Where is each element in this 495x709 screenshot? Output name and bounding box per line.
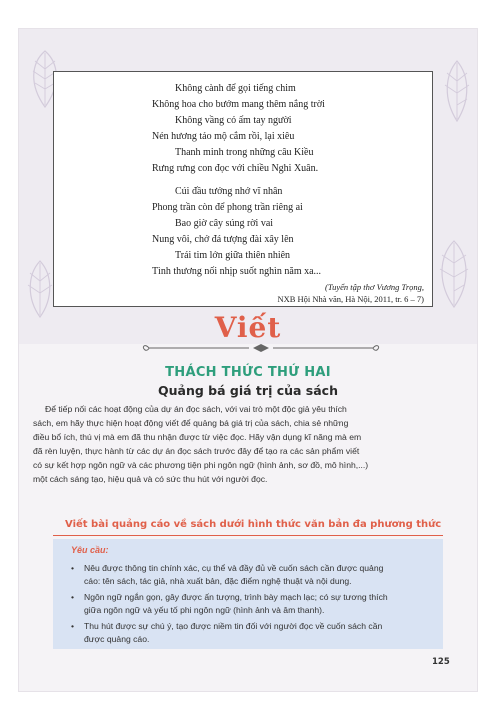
page-number: 125: [432, 657, 450, 667]
ornament-divider-icon: [141, 341, 381, 355]
section-subtitle: THÁCH THỨC THỨ HAI: [165, 365, 331, 380]
paragraph-line: sách, em hãy thực hiện hoạt động viết để quảng bá giá trị của sách, chia sẻ những: [33, 417, 349, 428]
paragraph-line: Để tiếp nối các hoạt động của dự án đọc sách, với vai trò một độc giả yêu thích: [45, 404, 347, 414]
leaf-decoration-icon: [23, 259, 57, 319]
section-heading: Quảng bá giá trị của sách: [158, 383, 338, 398]
poem-excerpt-box: [53, 71, 433, 307]
poem-source-publisher: NXB Hội Nhà văn, Hà Nội, 2011, tr. 6 – 7): [277, 294, 424, 304]
poem-line: Tình thương nối nhịp suốt nghìn năm xa...: [152, 266, 322, 277]
poem-line: Không vầng cỏ ấm tay người: [175, 115, 292, 126]
paragraph-line: đã rèn luyện, thực hành từ các dự án đọc sách trước đây để tạo ra các sản phẩm viết: [33, 445, 360, 456]
bullet-icon: •: [71, 621, 75, 631]
paragraph-line: một cách sáng tạo, hiệu quả và có sức thu hút với người đọc.: [33, 473, 268, 484]
requirement-line: được quảng cáo.: [84, 633, 150, 644]
textbook-page: [18, 28, 478, 692]
poem-line: Bao giờ cây súng rời vai: [175, 218, 274, 229]
poem-line: Nén hương tảo mộ cắm rồi, lại xiêu: [152, 131, 295, 142]
requirement-line: giữa ngôn ngữ và yếu tố phi ngôn ngữ (hình ảnh và âm thanh).: [84, 604, 325, 615]
poem-line: Cúi đầu tưởng nhớ vĩ nhân: [175, 186, 283, 197]
requirements-label: Yêu cầu:: [71, 545, 109, 555]
paragraph-line: có sự kết hợp ngôn ngữ và các phương tiện phi ngôn ngữ (hình ảnh, sơ đồ, mô hình,...): [33, 459, 369, 470]
poem-line: Trái tim lớn giữa thiên nhiên: [175, 250, 291, 261]
task-divider: [53, 535, 443, 536]
intro-paragraph: [33, 403, 463, 486]
poem-line: Rưng rưng con đọc với chiều Nghi Xuân.: [152, 163, 319, 174]
bullet-icon: •: [71, 563, 75, 573]
task-title: Viết bài quảng cáo về sách dưới hình thức văn bản đa phương thức: [65, 519, 442, 530]
requirement-line: Nêu được thông tin chính xác, cụ thể và đầy đủ về cuốn sách cần được quảng: [84, 563, 384, 573]
requirement-line: Ngôn ngữ ngắn gọn, gây được ấn tượng, trình bày mạch lạc; có sự tương thích: [84, 592, 388, 602]
requirement-line: Thu hút được sự chú ý, tạo được niềm tin đối với người đọc về cuốn sách cần: [84, 621, 383, 631]
poem-line: Không cành để gọi tiếng chim: [175, 83, 296, 94]
poem-source-title: (Tuyển tập thơ Vương Trọng,: [325, 282, 424, 292]
poem-line: Thanh minh trong những câu Kiều: [175, 147, 314, 158]
leaf-decoration-icon: [439, 59, 475, 123]
section-title: Viết: [214, 311, 282, 344]
leaf-decoration-icon: [434, 239, 474, 309]
poem-line: Phong trần còn để phong trần riêng ai: [152, 202, 303, 213]
requirement-line: cáo: tên sách, tác giả, nhà xuất bản, đặc điểm nghệ thuật và nội dung.: [84, 575, 352, 586]
poem-line: Nung vôi, chở đá tượng đài xây lên: [152, 234, 294, 245]
bullet-icon: •: [71, 592, 75, 602]
paragraph-line: điều bổ ích, thú vị mà em đã thu nhận được từ việc đọc. Hãy vận dụng kĩ năng mà em: [33, 431, 362, 442]
poem-line: Không hoa cho bướm mang thêm nắng trời: [152, 99, 325, 110]
